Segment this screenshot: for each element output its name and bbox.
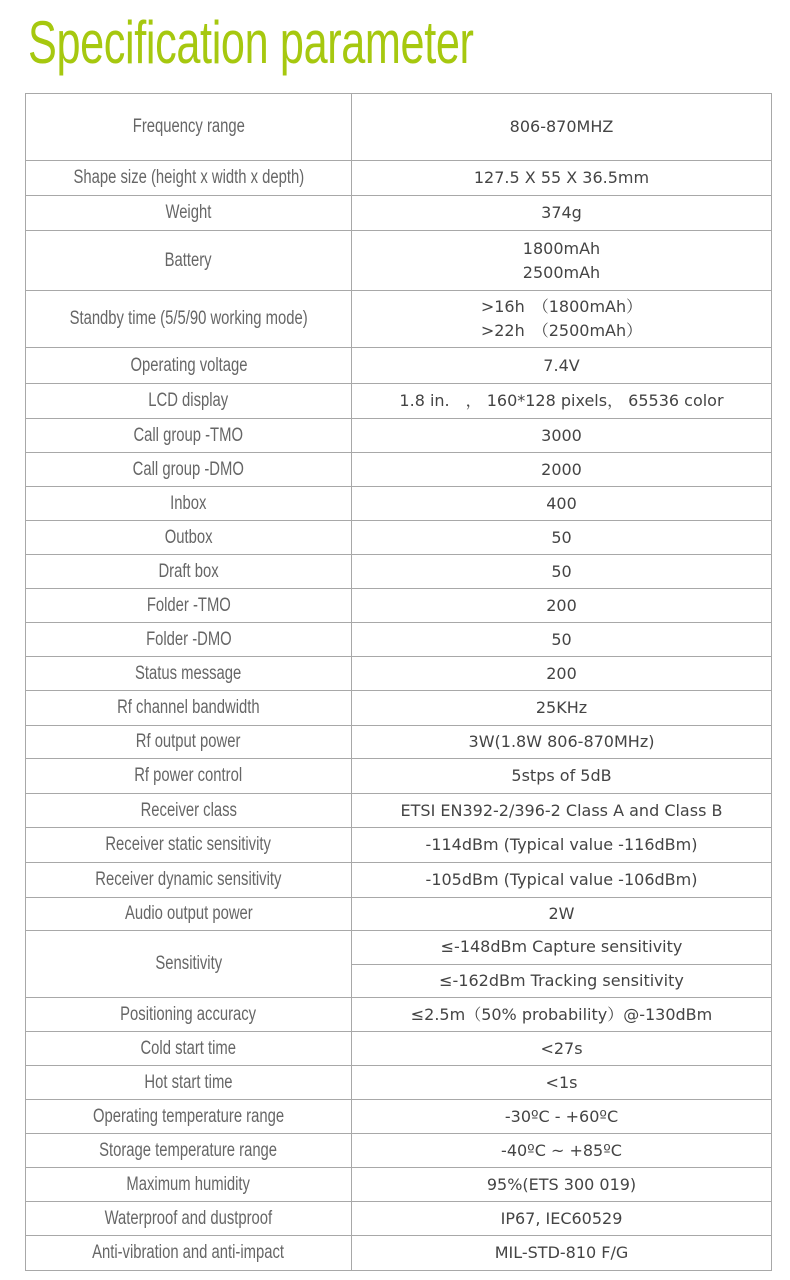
spec-row [26, 521, 772, 555]
spec-label-cell [26, 487, 352, 521]
spec-value: 50 [551, 629, 572, 649]
spec-value-cell [352, 1168, 772, 1202]
spec-label-cell [26, 1134, 352, 1168]
spec-row [26, 828, 772, 863]
spec-label: Rf output power [136, 731, 241, 752]
spec-value: 2W [548, 904, 575, 923]
spec-row [26, 1134, 772, 1168]
spec-row [26, 657, 772, 691]
spec-row [26, 453, 772, 487]
spec-value: >22h （2500mAh） [480, 321, 643, 340]
spec-value: ≤2.5m（50% probability）@-130dBm [410, 1004, 713, 1024]
spec-row [26, 1032, 772, 1066]
spec-value-cell [352, 759, 772, 794]
spec-value-cell [352, 419, 772, 453]
spec-value-cell [352, 453, 772, 487]
spec-label-cell [26, 521, 352, 555]
spec-label: Positioning accuracy [120, 1003, 257, 1025]
spec-row [26, 931, 772, 998]
spec-value: 3000 [541, 425, 582, 445]
spec-label: Frequency range [132, 116, 245, 137]
spec-row [26, 863, 772, 898]
spec-label-cell [26, 726, 352, 759]
spec-label-cell [26, 196, 352, 231]
spec-label-cell [26, 794, 352, 828]
spec-label-cell [26, 623, 352, 657]
page-title: Specification parameter [28, 9, 474, 76]
spec-label: Waterproof and dustproof [104, 1207, 273, 1229]
spec-row [26, 1236, 772, 1271]
spec-label-cell [26, 453, 352, 487]
spec-label: Operating voltage [130, 354, 247, 376]
spec-value-cell [352, 1100, 772, 1134]
spec-row [26, 196, 772, 231]
spec-value: 7.4V [543, 355, 580, 375]
spec-label: Sensitivity [155, 953, 222, 974]
spec-value: 374g [541, 203, 582, 222]
spec-value-cell [352, 94, 772, 161]
spec-label: Receiver class [140, 799, 237, 821]
spec-row [26, 555, 772, 589]
spec-label-cell [26, 1202, 352, 1236]
spec-value-cell [352, 726, 772, 759]
spec-label-cell [26, 589, 352, 623]
spec-label: Folder -TMO [146, 594, 231, 616]
spec-value-cell [352, 1202, 772, 1236]
spec-label: Inbox [170, 492, 207, 514]
spec-value: >16h （1800mAh） [480, 297, 643, 316]
spec-row [26, 1168, 772, 1202]
spec-value: ≤-162dBm Tracking sensitivity [352, 964, 771, 998]
spec-value-cell [352, 828, 772, 863]
spec-row [26, 384, 772, 419]
spec-value: 400 [546, 493, 577, 513]
spec-label: Anti-vibration and anti-impact [92, 1242, 285, 1263]
spec-label: Shape size (height x width x depth) [73, 167, 304, 188]
spec-value-cell [352, 863, 772, 898]
spec-value: 25KHz [535, 698, 588, 717]
spec-row [26, 794, 772, 828]
spec-value: 200 [546, 663, 577, 683]
spec-row [26, 623, 772, 657]
spec-value: ETSI EN392-2/396-2 Class A and Class B [400, 800, 723, 820]
spec-row [26, 1202, 772, 1236]
spec-value: 1.8 in. ， 160*128 pixels， 65536 color [399, 391, 724, 410]
spec-value: MIL-STD-810 F/G [494, 1243, 629, 1262]
spec-value-cell [352, 657, 772, 691]
spec-row [26, 348, 772, 384]
spec-value-cell [352, 998, 772, 1032]
spec-label-cell [26, 759, 352, 794]
spec-value: 50 [551, 561, 572, 581]
spec-label-cell [26, 1032, 352, 1066]
spec-label: Audio output power [124, 903, 253, 924]
spec-value: 200 [546, 595, 577, 615]
spec-label-cell [26, 1066, 352, 1100]
spec-label: Storage temperature range [99, 1139, 278, 1161]
spec-value-cell [352, 231, 772, 291]
spec-value: 806-870MHZ [509, 117, 614, 136]
spec-value: 50 [551, 527, 572, 547]
spec-value-cell [352, 691, 772, 726]
spec-label: Rf power control [134, 765, 243, 786]
spec-label: Receiver dynamic sensitivity [95, 869, 282, 890]
spec-label: Call group -TMO [133, 424, 244, 446]
spec-row [26, 231, 772, 291]
spec-row [26, 1100, 772, 1134]
spec-label-cell [26, 931, 352, 998]
spec-label-cell [26, 94, 352, 161]
spec-row [26, 291, 772, 348]
spec-value: 95%(ETS 300 019) [486, 1174, 637, 1194]
spec-label: Folder -DMO [145, 628, 232, 650]
spec-label: Cold start time [140, 1037, 237, 1059]
spec-row [26, 726, 772, 759]
spec-value: -30ºC - +60ºC [504, 1106, 619, 1126]
spec-label-cell [26, 691, 352, 726]
spec-value-cell [352, 348, 772, 384]
spec-label: Operating temperature range [92, 1105, 285, 1127]
spec-value: 5stps of 5dB [511, 766, 612, 785]
spec-value: IP67, IEC60529 [500, 1208, 623, 1228]
spec-label: Status message [135, 662, 242, 684]
spec-value-cell [352, 589, 772, 623]
spec-label: Hot start time [144, 1071, 233, 1093]
spec-value-cell [352, 898, 772, 931]
spec-label-cell [26, 828, 352, 863]
spec-value-cell [352, 196, 772, 231]
spec-label-cell [26, 657, 352, 691]
spec-label: Weight [165, 202, 212, 223]
spec-label: Maximum humidity [126, 1173, 251, 1195]
spec-value: ≤-148dBm Capture sensitivity [440, 937, 683, 956]
spec-label-cell [26, 555, 352, 589]
spec-value-cell [352, 794, 772, 828]
spec-value-cell [352, 931, 772, 998]
spec-value-cell [352, 161, 772, 196]
spec-value: 2500mAh [522, 262, 601, 282]
spec-value-cell [352, 1032, 772, 1066]
spec-row [26, 1066, 772, 1100]
spec-label: Draft box [158, 560, 219, 582]
spec-value: 2000 [541, 459, 582, 479]
spec-label-cell [26, 419, 352, 453]
spec-row [26, 94, 772, 161]
spec-label-cell [26, 231, 352, 291]
spec-label-cell [26, 348, 352, 384]
spec-row [26, 589, 772, 623]
spec-value-cell [352, 384, 772, 419]
spec-label-cell [26, 1100, 352, 1134]
spec-label: Outbox [164, 526, 213, 548]
spec-label: Battery [165, 249, 212, 271]
spec-label: Call group -DMO [132, 458, 245, 480]
spec-value-cell [352, 1134, 772, 1168]
spec-label-cell [26, 898, 352, 931]
spec-label-cell [26, 1168, 352, 1202]
spec-label: LCD display [148, 390, 229, 411]
spec-label-cell [26, 291, 352, 348]
spec-label: Rf channel bandwidth [117, 697, 260, 718]
spec-label-cell [26, 1236, 352, 1271]
spec-value: <27s [540, 1038, 583, 1058]
spec-row [26, 419, 772, 453]
spec-value: 1800mAh [522, 238, 601, 258]
spec-label-cell [26, 863, 352, 898]
spec-value-cell [352, 623, 772, 657]
spec-value-cell [352, 521, 772, 555]
spec-value: -114dBm (Typical value -116dBm) [425, 835, 698, 854]
spec-row [26, 487, 772, 521]
spec-value: <1s [545, 1072, 578, 1092]
spec-value-cell [352, 1066, 772, 1100]
spec-value: -105dBm (Typical value -106dBm) [425, 870, 698, 889]
spec-label-cell [26, 998, 352, 1032]
spec-row [26, 691, 772, 726]
spec-label: Standby time (5/5/90 working mode) [69, 308, 308, 329]
spec-value-cell [352, 555, 772, 589]
spec-value-cell [352, 1236, 772, 1271]
spec-value: -40ºC ~ +85ºC [501, 1140, 622, 1160]
spec-value: 3W(1.8W 806-870MHz) [468, 732, 655, 751]
spec-row [26, 898, 772, 931]
spec-row [26, 759, 772, 794]
spec-row [26, 161, 772, 196]
spec-label-cell [26, 161, 352, 196]
spec-label-cell [26, 384, 352, 419]
spec-value-cell [352, 291, 772, 348]
spec-row [26, 998, 772, 1032]
spec-label: Receiver static sensitivity [105, 834, 272, 855]
spec-value: 127.5 X 55 X 36.5mm [473, 168, 650, 187]
spec-table [25, 93, 772, 1271]
spec-value-cell [352, 487, 772, 521]
